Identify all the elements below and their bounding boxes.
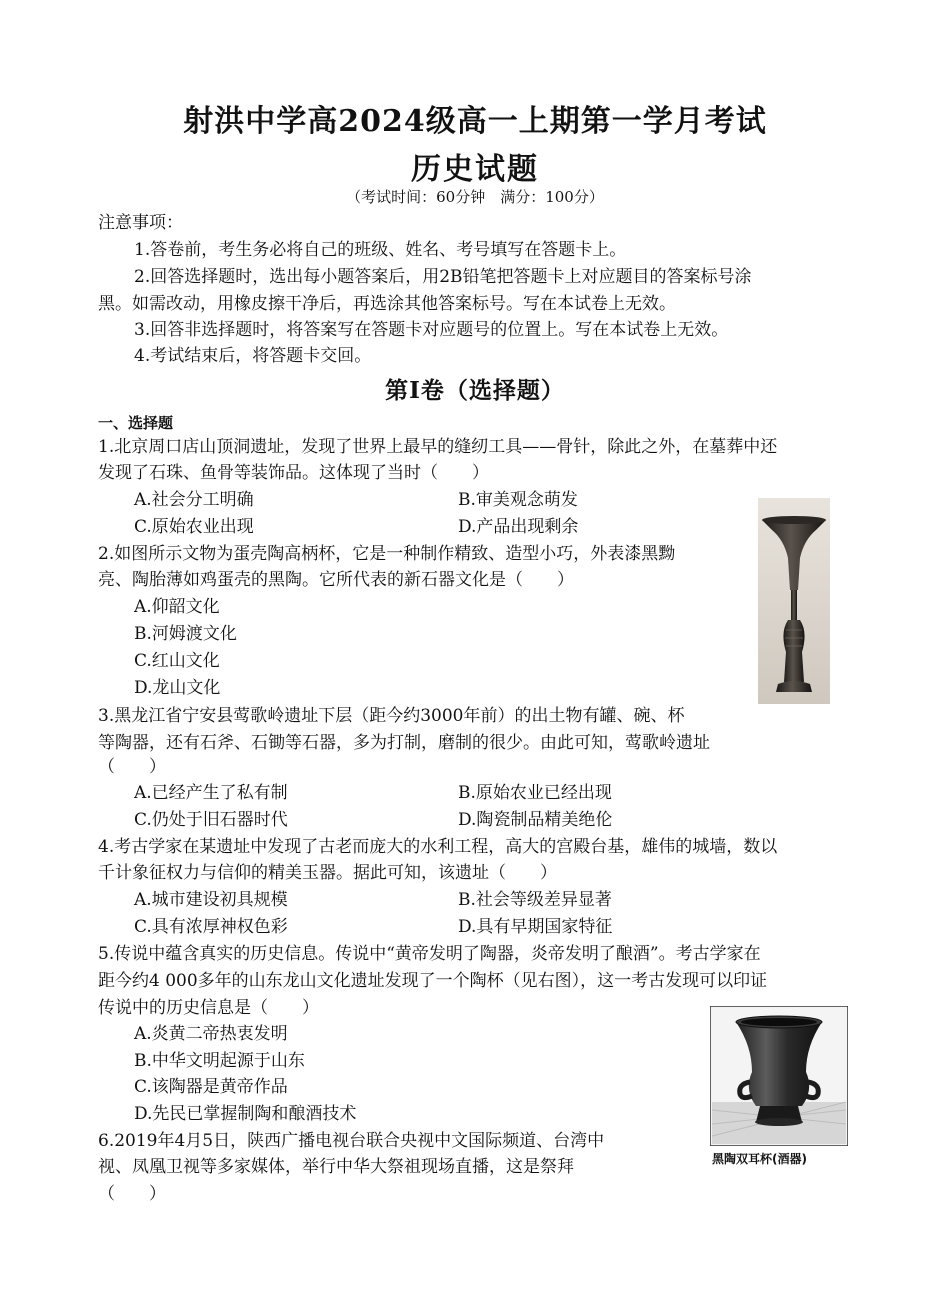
stem-cup-image [758,498,830,704]
notice-item: 1.答卷前，考生务必将自己的班级、姓名、考号填写在答题卡上。 [134,240,627,260]
option-c: C.该陶器是黄帝作品 [134,1077,288,1097]
double-handled-cup-image [710,1006,848,1146]
question-stem: 4.考古学家在某遗址中发现了古老而庞大的水利工程，高大的宫殿台基，雄伟的城墙，数以 [98,837,778,857]
question-stem: （ ） [98,757,166,777]
question-stem: 视、凤凰卫视等多家媒体，举行中华大祭祖现场直播，这是祭拜 [98,1157,574,1177]
notice-item: 4.考试结束后，将答题卡交回。 [134,346,372,366]
option-d: D.具有早期国家特征 [458,917,613,937]
option-a: A.已经产生了私有制 [134,783,288,803]
notice-item: 黑。如需改动，用橡皮擦干净后，再选涂其他答案标号。写在本试卷上无效。 [98,294,676,314]
option-a: A.仰韶文化 [134,597,220,617]
option-a: A.城市建设初具规模 [134,890,288,910]
question-stem: 3.黑龙江省宁安县莺歌岭遗址下层（距今约3000年前）的出土物有罐、碗、杯 [98,706,685,726]
question-stem: 传说中的历史信息是（ ） [98,998,319,1018]
double-handled-cup-illustration [710,1006,848,1146]
question-stem: 等陶器，还有石斧、石锄等石器，多为打制，磨制的很少。由此可知，莺歌岭遗址 [98,733,710,753]
figure-caption: 黑陶双耳杯(酒器) [712,1152,807,1166]
option-d: D.陶瓷制品精美绝伦 [458,810,613,830]
question-stem: 千计象征权力与信仰的精美玉器。据此可知，该遗址（ ） [98,863,557,883]
notice-item: 3.回答非选择题时，将答案写在答题卡对应题号的位置上。写在本试卷上无效。 [134,320,729,340]
question-stem: 2.如图所示文物为蛋壳陶高柄杯，它是一种制作精致、造型小巧，外表漆黑黝 [98,544,676,564]
option-d: D.先民已掌握制陶和酿酒技术 [134,1104,357,1124]
question-stem: （ ） [98,1184,166,1204]
question-stem: 6.2019年4月5日，陕西广播电视台联合央视中文国际频道、台湾中 [98,1131,605,1151]
notice-item: 2.回答选择题时，选出每小题答案后，用2B铅笔把答题卡上对应题目的答案标号涂 [134,267,752,287]
subject-title: 历史试题 [411,152,539,187]
option-b: B.社会等级差异显著 [458,890,612,910]
question-stem: 距今约4 000多年的山东龙山文化遗址发现了一个陶杯（见右图），这一考古发现可以印证 [98,971,768,991]
option-b: B.河姆渡文化 [134,624,237,644]
part-heading: 一、选择题 [98,414,174,432]
option-c: C.原始农业出现 [134,517,254,537]
option-a: A.炎黄二帝热衷发明 [134,1024,288,1044]
option-a: A.社会分工明确 [134,490,254,510]
option-b: B.中华文明起源于山东 [134,1051,305,1071]
section-title: 第Ⅰ卷（选择题） [385,377,565,404]
question-stem: 1.北京周口店山顶洞遗址，发现了世界上最早的缝纫工具——骨针，除此之外，在墓葬中还 [98,437,778,457]
exam-info: （考试时间：60分钟 满分：100分） [346,188,604,206]
exam-title: 射洪中学高2024级高一上期第一学月考试 [183,104,767,139]
option-d: D.产品出现剩余 [458,517,579,537]
question-stem: 5.传说中蕴含真实的历史信息。传说中“黄帝发明了陶器，炎帝发明了酿酒”。考古学家在 [98,944,761,964]
option-c: C.红山文化 [134,651,220,671]
option-c: C.具有浓厚神权色彩 [134,917,288,937]
notice-heading: 注意事项： [98,213,183,233]
option-b: B.审美观念萌发 [458,490,578,510]
option-b: B.原始农业已经出现 [458,783,612,803]
question-stem: 亮、陶胎薄如鸡蛋壳的黑陶。它所代表的新石器文化是（ ） [98,570,574,590]
option-c: C.仍处于旧石器时代 [134,810,288,830]
question-stem: 发现了石珠、鱼骨等装饰品。这体现了当时（ ） [98,463,489,483]
stem-cup-illustration [758,498,830,704]
option-d: D.龙山文化 [134,678,221,698]
